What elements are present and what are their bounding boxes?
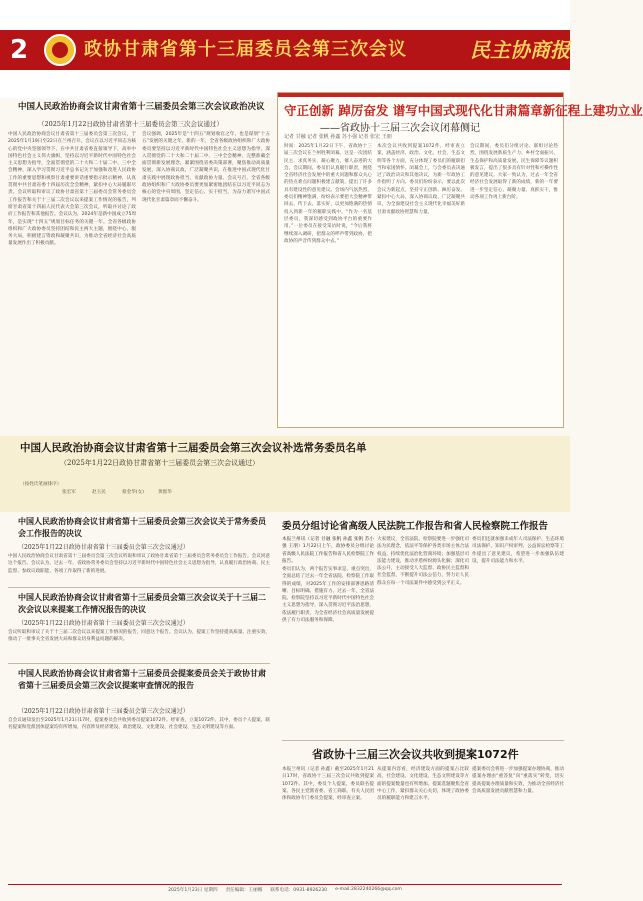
feature-headline: 守正创新 踔厉奋发 谱写中国式现代化甘肃篇章新征程上建功立业 [284, 103, 643, 118]
resolution3-date: （2025年1月22日政协甘肃省第十三届委员会第三次会议通过） [18, 708, 189, 715]
courts-body-col2: 大家建议，全省法院、检察院要进一步强化司法为民理念，依法平等保护各类市场主体合法权益，持续优化法治化营商环境；加强基层司法能力建设，推动矛盾纠纷源头化解；深化司法公开，主动接受人大监督、政协民主监督和社会监督，不断提升司法公信力，努力让人民群众在每一个司法案件中感受到公平正义。 [377, 537, 469, 586]
courts-body-col1: 委员们认为，两个报告实事求是、重点突出，全面总结了过去一年全省法院、检察院工作取得的成绩，对2025年工作的安排部署思路清晰、目标明确、措施有力。过去一年，全省法院、检察院坚持以习近平新时代中国特色社会主义思想为指导，深入贯彻习近平法治思想，依法履行职责，为全省经济社会高质量发展提供了有力司法服务和保障。 [282, 567, 374, 624]
resolution1-headline: 中国人民政治协商会议甘肃省第十三届委员会第三次会议关于常务委员会工作报告的决议 [18, 517, 266, 538]
feature-subhead: ——省政协十三届三次会议闭幕侧记 [320, 123, 480, 134]
resolution2-body: 会议听取和审议了关于十三届二次会议以来提案工作情况的报告，同意这个报告。会议认为，提案工作坚持提高质量、注重实效，推动了一批事关全省发展大局和群众切身利益问题的解决。 [8, 630, 270, 643]
member-name: 黄群华 [158, 490, 172, 495]
resolution2-date: （2025年1月22日政协甘肃省第十三届委员会第三次会议通过） [18, 620, 189, 627]
resolution1-date: （2025年1月22日政协甘肃省第十三届委员会第三次会议通过） [18, 544, 189, 551]
lead-body-col2: 会议强调，2025年是“十四五”规划收官之年，也是谋划“十五五”发展的关键之年。新的一年，全省各级政协组织和广大政协委员要坚持以习近平新时代中国特色社会主义思想为指导，深入贯彻党的二十大和二十届二中、三中全会精神，完整准确全面贯彻新发展理念，紧紧围绕省委决策部署，聚焦推动高质量发展，深入协商议政，广泛凝聚共识，在推进中国式现代化甘肃实践中展现政协担当、贡献政协力量。会议号召，全省各级政协组织和广大政协委员要更加紧密地团结在以习近平同志为核心的党中央周围，坚定信心、实干担当，为奋力谱写中国式现代化甘肃篇章而不懈奋斗。 [142, 132, 270, 203]
page-number: 2 [9, 35, 29, 65]
divider [8, 663, 270, 664]
members-date: （2025年1月22日政协甘肃省第十三届委员会第三次会议通过） [60, 459, 260, 467]
lead-headline: 中国人民政治协商会议甘肃省第十三届委员会第三次会议政治决议 [18, 102, 265, 112]
footer-date: 2025年1月23日 星期四 [168, 888, 218, 893]
lead-date: （2025年1月22日政协甘肃省第十三届委员会第三次会议通过） [38, 120, 223, 128]
member-name: 张宏军 [62, 490, 76, 495]
proposals-headline: 省政协十三届三次会议共收到提案1072件 [312, 748, 519, 761]
divider [282, 740, 564, 741]
section-title: 政协甘肃省第十三届委员会第三次会议 [84, 39, 407, 60]
feature-body-col1: 时间：2025年1月22日下午，省政协十三届三次会议在兰州胜利闭幕。这是一次团结民主、求真务实、凝心聚力、催人奋进的大会。会议期间，委员们认真履行职责，围绕全省经济社会发展中的重大问题和群众关心的热点难点问题积极建言献策，提出了许多具有建设性的意见建议。会场内气氛热烈，委员们精神饱满，纷纷表示要把大会精神带回去、传下去、落实好，以更加饱满的热情投入到新一年的履职实践中。“作为一名基层委员，我深切感受到政协平台的重要作用。”一位委员在接受采访时说，“今后我将继续深入调研，把群众的呼声带到政协，把政协的声音传到群众中去。” [284, 144, 372, 244]
resolution3-headline: 中国人民政治协商会议甘肃省第十三届委员会提案委员会关于政协甘肃省第十三届委员会第三次会议提案审查情况的报告 [18, 669, 266, 690]
footer-email: e-mail:2832240266@qq.com [335, 887, 402, 892]
emblem-center [52, 42, 68, 58]
feature-body-col2: 本次会议共收到提案1072件，经审查立案，涵盖经济、政治、文化、社会、生态文明等各个方面，充分体现了委员们的履职担当和家国情怀。闭幕会上，与会委员表决通过了政治决议和其他决议，为新一年政协工作指明了方向。委员们纷纷表示，要以此次会议为新起点，坚持守正创新、踔厉奋发，紧扣中心大局，深入协商议政，广泛凝聚共识，为全面建设社会主义现代化幸福美好新甘肃贡献政协智慧和力量。 [377, 144, 465, 215]
footer-rule [8, 884, 562, 885]
footer [8, 887, 562, 893]
feature-byline: 记者 甘融 记者 张帆 孙鑫 苏小强 记者 张宏 王朋 [284, 134, 392, 140]
courts-byline: 本报兰州讯（记者 甘融 张帆 孙鑫 张帆 苏小强 王朋）1月22日上午，政协委员分组讨论省高级人民法院工作报告和省人民检察院工作报告。 [282, 537, 374, 564]
resolution3-body: 自会议通知发出至2025年1月21日17时，提案委员会共收到委员提案1072件。经审查，立案1072件。其中，委员个人提案、联名提案和党派团体提案均有所增加，内容涉及经济建设、政治建设、文化建设、社会建设、生态文明建设等方面。 [8, 718, 270, 731]
feature-accent-bar [278, 93, 563, 97]
footer-editor: 责任编辑：王丽娜 [225, 888, 263, 893]
divider [8, 587, 270, 588]
resolution2-headline: 中国人民政治协商会议甘肃省第十三届委员会第三次会议关于十三届二次会议以来提案工作情况报告的决议 [18, 593, 266, 614]
members-sort-note: （按姓氏笔画排序） [20, 482, 62, 487]
newspaper-name: 民主协商报 [470, 38, 570, 62]
courts-body-col3: 委员们还就加强未成年人司法保护、生态环境司法保护、知识产权审判、公益诉讼检察等工作提出了意见建议，希望进一步加强队伍建设，提升司法能力和水平。 [472, 537, 564, 564]
proposals-body-col3: 提案委员会将进一步加强提案办理协商，推动提案办理由“重答复”向“重落实”转变，切实提高提案办理质量和实效，为推动全省经济社会高质量发展贡献智慧和力量。 [472, 767, 564, 794]
resolution1-body: 中国人民政治协商会议甘肃省第十三届委员会第三次会议听取和审议了政协甘肃省第十三届委员会常务委员会工作报告。会议同意这个报告。会议认为，过去一年，省政协常务委员会坚持以习近平新时代中国特色社会主义思想为指导，认真履行政治协商、民主监督、参政议政职能，各项工作取得了新的进展。 [8, 554, 270, 574]
feature-body-col3: 会议期间，委员们分组讨论、联组讨论热烈，围绕发展新质生产力、乡村全面振兴、生态保护和高质量发展、民生保障等议题积极发言，提出了很多具有针对性和可操作性的意见建议。大家一致认为，过去一年全省经济社会发展取得了新的成绩，新的一年要进一步坚定信心、凝聚力量、真抓实干，推动各项工作再上新台阶。 [470, 144, 558, 201]
member-name: 蔡金华(女) [122, 490, 144, 495]
members-headline: 中国人民政治协商会议甘肃省第十三届委员会第三次会议补选常务委员名单 [20, 442, 367, 454]
lead-body-col1: 中国人民政治协商会议甘肃省第十三届委员会第三次会议，于2025年1月19日至22日在兰州召开。会议在以习近平同志为核心的党中央坚强领导下，在中共甘肃省委直接领导下，高举中国特色社会主义伟大旗帜，坚持以习近平新时代中国特色社会主义思想为指导，全面贯彻党的二十大和二十届二中、三中全会精神，深入学习贯彻习近平总书记关于加强和改进人民政协工作的重要思想和视察甘肃重要讲话重要指示批示精神，认真贯彻中共甘肃省委十四届历次全会精神，紧扣中心大局履职尽责。会议听取和审议了政协甘肃省第十三届委员会常务委员会工作报告和关于十三届二次会议以来提案工作情况的报告，列席甘肃省第十四届人民代表大会第三次会议，听取并讨论了政府工作报告和其他报告。会议认为，2024年是新中国成立75周年，是实现“十四五”规划目标任务的关键一年。全省各级政协组织和广大政协委员坚持团结和民主两大主题，围绕中心、服务大局，积极建言资政和凝聚共识，为推动全省经济社会高质量发展作出了积极贡献。 [8, 132, 136, 247]
proposals-body-col1: 本报兰州讯（记者 孙鑫）截至2025年1月21日17时，省政协十三届三次会议共收到提案1072件。其中，委员个人提案、委员联名提案、各民主党派省委、省工商联、有关人民团体和政协专门委员会提案，经审查立案。 [282, 767, 374, 802]
footer-phone: 联系电话：0931-8926230 [270, 888, 328, 893]
courts-headline: 委员分组讨论省高级人民法院工作报告和省人民检察院工作报告 [282, 521, 549, 532]
proposals-body-col2: 从提案内容看，经济建设方面的提案占比较高，社会建设、文化建设、生态文明建设等方面的提案数量也有所增加。提案选题聚焦全省中心工作，紧扣群众关心关切，体现了政协委员的履职能力和建言水平。 [377, 767, 469, 802]
member-name: 赵玉民 [92, 490, 106, 495]
